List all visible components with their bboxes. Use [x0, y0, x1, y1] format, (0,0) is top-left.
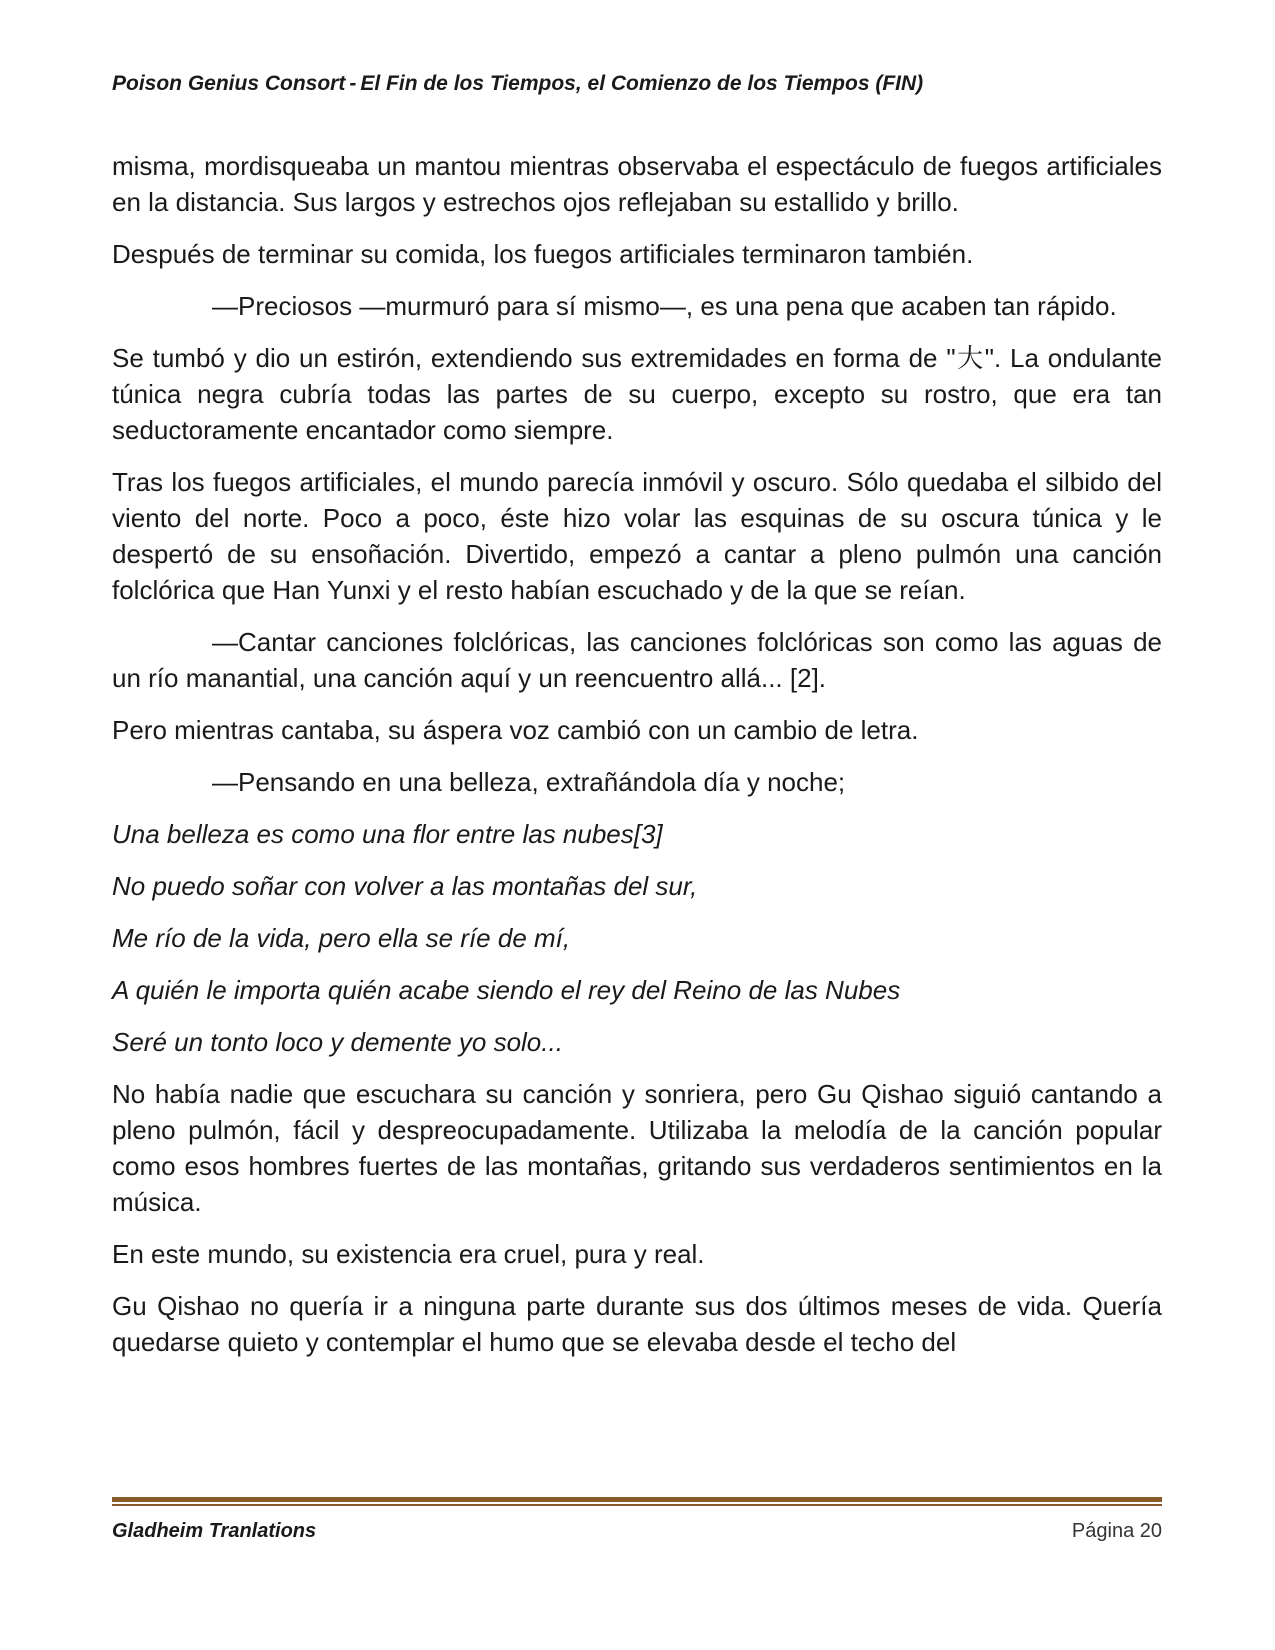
paragraph: No había nadie que escuchara su canción y sonriera, pero Gu Qishao siguió cantando a pleno pulmón, fácil y despreocupadamente. Utilizaba la melodía de la canción popular como esos hombres fuertes de las montañas, gritando sus verdaderos sentimientos en la música.	[112, 1079, 1162, 1217]
paragraph: Después de terminar su comida, los fuegos artificiales terminaron también.	[112, 239, 974, 269]
footer-divider-thick	[112, 1497, 1162, 1502]
header-separator: -	[349, 72, 357, 95]
header-chapter-title: El Fin de los Tiempos, el Comienzo de los Tiempos (FIN)	[360, 72, 924, 95]
dialog-paragraph: —Preciosos —murmuró para sí mismo—, es una pena que acaben tan rápido.	[212, 291, 1117, 321]
verse-line: Seré un tonto loco y demente yo solo...	[112, 1027, 563, 1057]
paragraph: Pero mientras cantaba, su áspera voz cambió con un cambio de letra.	[112, 715, 919, 745]
footer-divider	[112, 1497, 1162, 1507]
paragraph: Tras los fuegos artificiales, el mundo parecía inmóvil y oscuro. Sólo quedaba el silbido del viento del norte. Poco a poco, éste hizo volar las esquinas de su oscura túnica y le despertó de su ensoñación. Divertido, empezó a cantar a pleno pulmón una canción folclórica que Han Yunxi y el resto habían escuchado y de la que se reían.	[112, 467, 1162, 605]
verse-line: Me río de la vida, pero ella se ríe de mí,	[112, 923, 571, 953]
paragraph: En este mundo, su existencia era cruel, pura y real.	[112, 1239, 705, 1269]
body-text	[112, 148, 1162, 1376]
verse-line: A quién le importa quién acabe siendo el rey del Reino de las Nubes	[112, 975, 901, 1005]
page-header	[112, 72, 1162, 96]
footer-page-number: Página 20	[1071, 1520, 1162, 1542]
footer-divider-thin	[112, 1504, 1162, 1506]
paragraph: misma, mordisqueaba un mantou mientras observaba el espectáculo de fuegos artificiales en la distancia. Sus largos y estrechos ojos reflejaban su estallido y brillo.	[112, 151, 1162, 217]
dialog-paragraph: —Pensando en una belleza, extrañándola día y noche;	[212, 767, 846, 797]
dialog-paragraph: —Cantar canciones folclóricas, las canciones folclóricas son como las aguas de un río manantial, una canción aquí y un reencuentro allá... [2].	[112, 627, 1162, 693]
paragraph: Se tumbó y dio un estirón, extendiendo sus extremidades en forma de "大". La ondulante túnica negra cubría todas las partes de su cuerpo, excepto su rostro, que era tan seductoramente encantador como siempre.	[112, 343, 1162, 445]
header-series-title: Poison Genius Consort	[112, 72, 346, 95]
footer-publisher: Gladheim Tranlations	[112, 1520, 317, 1542]
paragraph: Gu Qishao no quería ir a ninguna parte durante sus dos últimos meses de vida. Quería quedarse quieto y contemplar el humo que se elevaba desde el techo del	[112, 1291, 1162, 1357]
verse-line: Una belleza es como una flor entre las nubes[3]	[112, 819, 663, 849]
verse-line: No puedo soñar con volver a las montañas del sur,	[112, 871, 698, 901]
